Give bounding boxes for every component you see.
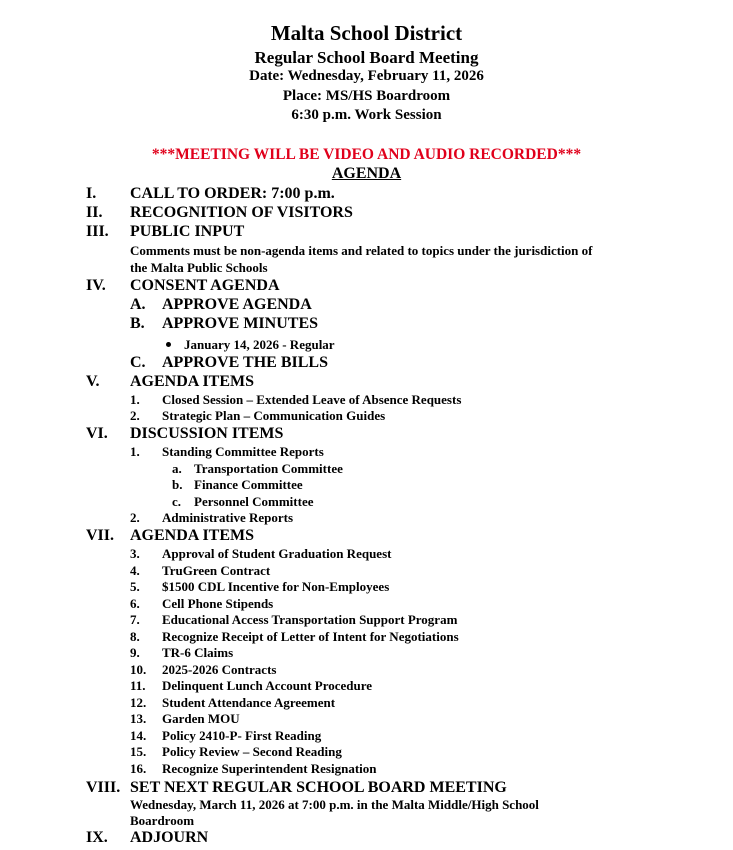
agenda-item: Garden MOU — [162, 711, 240, 726]
agenda-item: Policy 2410-P- First Reading — [162, 728, 322, 743]
district-title: Malta School District — [270, 21, 463, 45]
agenda-item: TR-6 Claims — [162, 645, 234, 660]
item-number: 3. — [130, 546, 140, 561]
bullet-icon — [166, 342, 171, 347]
meeting-date: Date: Wednesday, February 11, 2026 — [249, 68, 484, 84]
item-number: 15. — [130, 744, 147, 759]
recording-notice: ***MEETING WILL BE VIDEO AND AUDIO RECORDED*** — [151, 146, 582, 163]
section-adjourn: ADJOURN — [130, 829, 209, 846]
agenda-item: Recognize Receipt of Letter of Intent for Negotiations — [162, 629, 459, 644]
section-call-to-order: CALL TO ORDER: 7:00 p.m. — [130, 185, 335, 202]
section-number: VI. — [86, 425, 108, 442]
meeting-title: Regular School Board Meeting — [254, 48, 479, 67]
agenda-item: Strategic Plan – Communication Guides — [162, 408, 386, 423]
section-agenda-items: AGENDA ITEMS — [130, 527, 255, 544]
item-number: 10. — [130, 662, 147, 677]
standing-committee-reports: Standing Committee Reports — [162, 444, 324, 459]
next-meeting-details: Boardroom — [130, 813, 195, 828]
item-letter: A. — [130, 296, 146, 313]
section-number: II. — [86, 204, 103, 221]
administrative-reports: Administrative Reports — [162, 510, 294, 525]
agenda-item: Educational Access Transportation Support Program — [162, 612, 458, 627]
agenda-item: Recognize Superintendent Resignation — [162, 761, 377, 776]
next-meeting-details: Wednesday, March 11, 2026 at 7:00 p.m. in the Malta Middle/High School — [130, 797, 539, 812]
section-next-meeting: SET NEXT REGULAR SCHOOL BOARD MEETING — [130, 779, 507, 796]
minutes-entry: January 14, 2026 - Regular — [184, 337, 335, 352]
item-number: 1. — [130, 392, 140, 407]
item-number: 16. — [130, 761, 147, 776]
agenda-item: 2025-2026 Contracts — [162, 662, 277, 677]
item-letter: C. — [130, 354, 146, 371]
meeting-place: Place: MS/HS Boardroom — [282, 88, 451, 104]
section-number: I. — [86, 185, 97, 202]
sub-letter: a. — [172, 461, 182, 476]
section-agenda-items: AGENDA ITEMS — [130, 373, 255, 390]
committee-item: Transportation Committee — [194, 461, 343, 476]
item-number: 5. — [130, 579, 140, 594]
section-number: IX. — [86, 829, 108, 846]
section-number: IV. — [86, 277, 106, 294]
item-number: 4. — [130, 563, 140, 578]
item-number: 13. — [130, 711, 147, 726]
sub-letter: b. — [172, 477, 183, 492]
agenda-item: Delinquent Lunch Account Procedure — [162, 678, 373, 693]
item-approve-agenda: APPROVE AGENDA — [162, 296, 312, 313]
agenda-item: Closed Session – Extended Leave of Absence Requests — [162, 392, 462, 407]
item-approve-bills: APPROVE THE BILLS — [162, 354, 328, 371]
public-input-note: Comments must be non-agenda items and related to topics under the jurisdiction of — [130, 243, 593, 258]
section-public-input: PUBLIC INPUT — [130, 223, 245, 240]
section-number: VIII. — [86, 779, 121, 796]
sub-letter: c. — [172, 494, 182, 509]
item-number: 2. — [130, 408, 140, 423]
item-number: 8. — [130, 629, 140, 644]
item-number: 6. — [130, 596, 140, 611]
item-letter: B. — [130, 315, 145, 332]
section-discussion-items: DISCUSSION ITEMS — [130, 425, 284, 442]
agenda-item: Student Attendance Agreement — [162, 695, 336, 710]
agenda-item: Cell Phone Stipends — [162, 596, 274, 611]
agenda-item: Approval of Student Graduation Request — [162, 546, 392, 561]
agenda-item: TruGreen Contract — [162, 563, 271, 578]
item-number: 14. — [130, 728, 147, 743]
agenda-item: Policy Review – Second Reading — [162, 744, 342, 759]
public-input-note: the Malta Public Schools — [130, 260, 268, 275]
item-number: 7. — [130, 612, 140, 627]
item-number: 9. — [130, 645, 140, 660]
work-session-time: 6:30 p.m. Work Session — [291, 107, 442, 123]
section-recognition-of-visitors: RECOGNITION OF VISITORS — [130, 204, 353, 221]
section-number: VII. — [86, 527, 115, 544]
committee-item: Finance Committee — [194, 477, 303, 492]
agenda-heading: AGENDA — [331, 165, 402, 182]
section-number: V. — [86, 373, 100, 390]
section-consent-agenda: CONSENT AGENDA — [130, 277, 280, 294]
item-number: 2. — [130, 510, 140, 525]
item-approve-minutes: APPROVE MINUTES — [162, 315, 319, 332]
item-number: 1. — [130, 444, 140, 459]
agenda-item: $1500 CDL Incentive for Non-Employees — [162, 579, 390, 594]
item-number: 12. — [130, 695, 147, 710]
committee-item: Personnel Committee — [194, 494, 314, 509]
section-number: III. — [86, 223, 109, 240]
item-number: 11. — [130, 678, 146, 693]
